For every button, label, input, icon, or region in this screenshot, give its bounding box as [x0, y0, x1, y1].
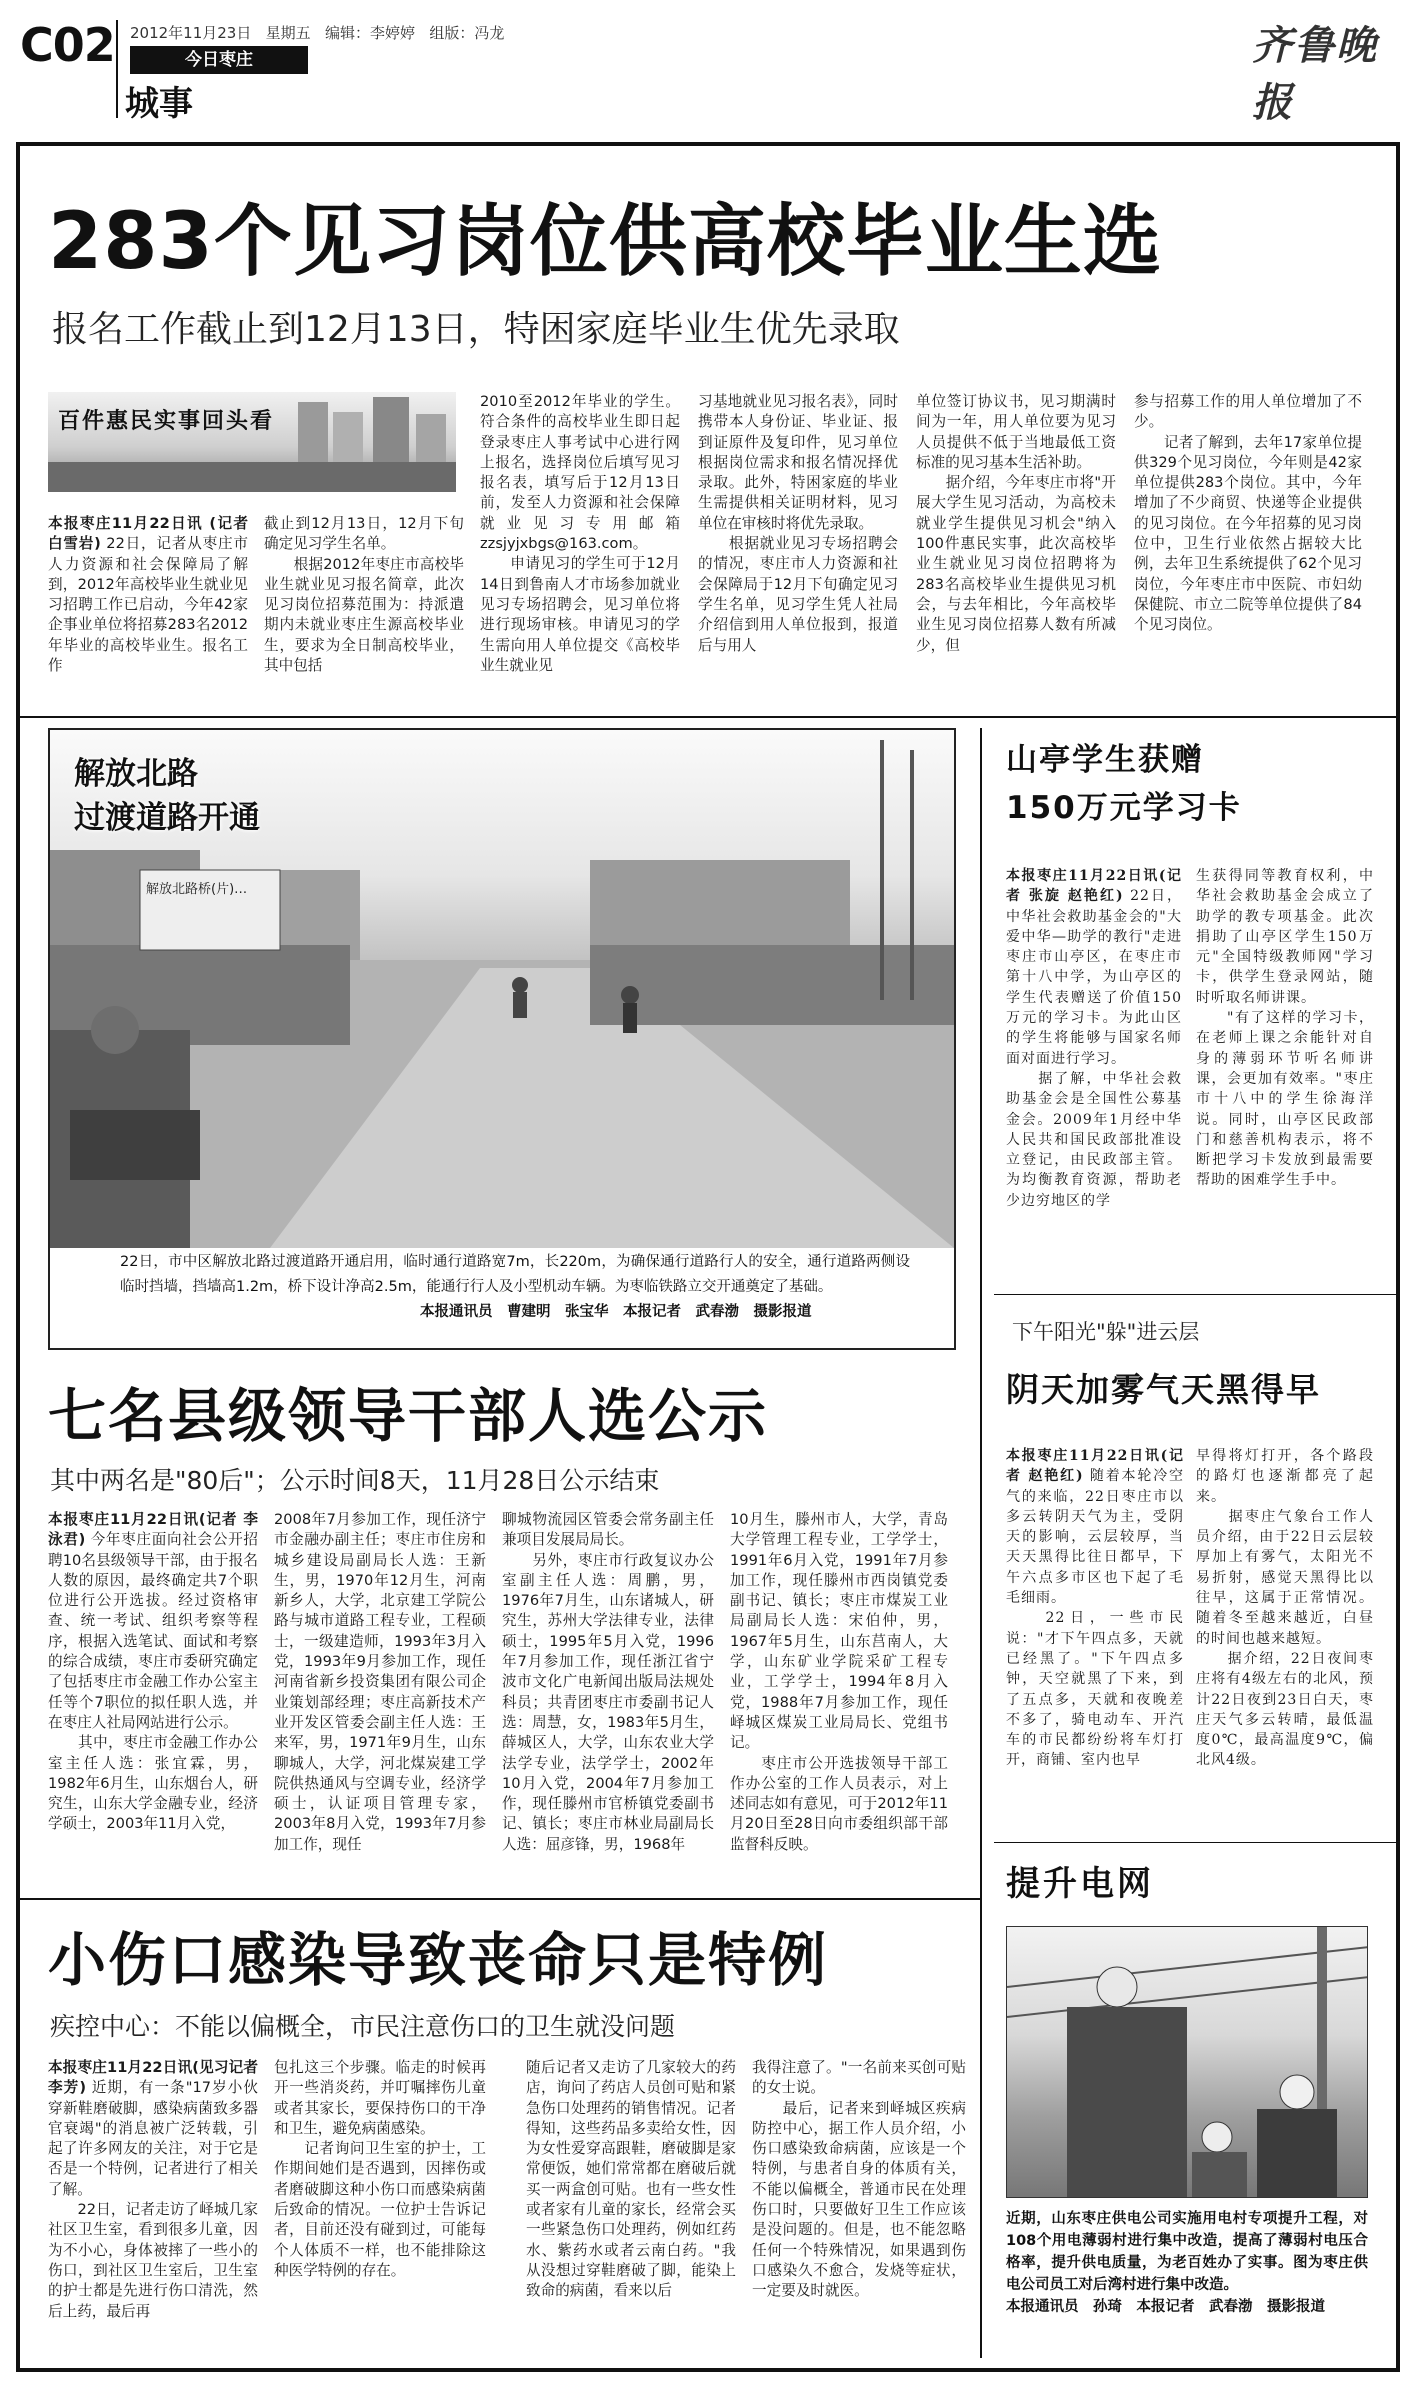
article1-banner-text: 百件惠民实事回头看	[58, 409, 275, 434]
roadside-sign-text: 解放北路桥(片)…	[146, 882, 248, 897]
article5-col3: 随后记者又走访了几家较大的药店，询问了药店人员创可贴和紧急伤口处理药的销售情况。记者得知，这些药品多卖给女性，因为女性爱穿高跟鞋，磨破脚是家常便饭，她们常常都在磨破后就买一两盒创可贴。也有一些女性或者家有儿童的家长，经常会买一些紧急伤口处理药，例如红药水、紫药水或者云南白药。"我从没想过穿鞋磨破了脚，能染上致命的病菌，看来以后	[526, 2059, 736, 2300]
article4-headline: 七名县级领导干部人选公示	[48, 1382, 769, 1450]
article5-byline: 本报枣庄11月22日讯(见习记者 李芳)	[48, 2059, 258, 2097]
article2-byline: 本报枣庄11月22日讯(记者 张旋 赵艳红)	[1006, 868, 1182, 905]
photo1-title	[74, 752, 260, 840]
photo1-title-line1: 解放北路	[74, 756, 198, 792]
article1-banner	[48, 392, 456, 492]
section-title: 城事	[125, 84, 193, 124]
article5-headline: 小伤口感染导致丧命只是特例	[48, 1926, 829, 1994]
header-vline	[116, 20, 118, 118]
article3-kicker: 下午阳光"躲"进云层	[1012, 1320, 1200, 1344]
article1-col5: 单位签订协议书，见习期满时间为一年，用人单位要为见习人员提供不低于当地最低工资标准的见习基本生活补助。 据介绍，今年枣庄市将"开展大学生见习活动，为高校未就业学生提供见习机会"纳入100件惠民实事，此次高校毕业生就业见习岗位招聘将为283名高校毕业生提供见习机会，与去年相比，今年高校毕业生见习岗位招募人数有所减少，但	[916, 393, 1116, 654]
article5-subhead: 疾控中心：不能以偏概全，市民注意伤口的卫生就没问题	[50, 2012, 676, 2041]
article1-col3: 2010至2012年毕业的学生。符合条件的高校毕业生即日起登录枣庄人事考试中心进行网上报名，选择岗位后填写见习报名表，填写后于12月13日前，发至人力资源和社会保障就业见习专用邮箱zzsjyjxbgs@163.com。 申请见习的学生可于12月14日到鲁南人才市场参加就业见习专场招聘会，见习单位将进行现场审核。申请见习的学生需向用人单位提交《高校毕业生就业见	[480, 393, 680, 674]
article1-col1-text: 22日，记者从枣庄市人力资源和社会保障局了解到，2012年高校毕业生就业见习招聘工作已启动，今年42家企事业单位将招募283名2012年毕业的高校毕业生。报名工作	[48, 535, 248, 675]
article5-col2: 包扎这三个步骤。临走的时候再开一些消炎药，并叮嘱摔伤儿童或者其家长，要保持伤口的干净和卫生，避免病菌感染。 记者询问卫生室的护士，工作期间她们是否遇到，因摔伤或者磨破脚这种小伤口而感染病菌后致命的情况。一位护士告诉记者，目前还没有碰到过，可能每个人体质不一样，也不能排除这种医学特例的存在。	[274, 2059, 486, 2279]
layout-editor: 组版：冯龙	[429, 24, 505, 42]
article6-caption	[1006, 2208, 1368, 2318]
article4-col1	[48, 1510, 258, 1892]
photo1-caption-text: 22日，市中区解放北路过渡道路开通启用，临时通行道路宽7m，长220m，为确保通行道路行人的安全，通行道路两侧设临时挡墙，挡墙高1.2m，桥下设计净高2.5m，能通行行人及小型机动车辆。为枣临铁路立交开通奠定了基础。	[120, 1254, 910, 1295]
article3-headline: 阴天加雾气天黑得早	[1006, 1370, 1321, 1409]
divider-sidebar-2	[994, 1842, 1396, 1843]
article1-col6: 参与招募工作的用人单位增加了不少。 记者了解到，去年17家单位提供329个见习岗位，今年则是42家单位提供283个岗位。其中，今年增加了不少商贸、快递等企业提供的见习岗位。在今年招募的见习岗位中，卫生行业依然占据较大比例，去年卫生系统提供了62个见习岗位，今年枣庄市中医院、市妇幼保健院、市立二院等单位提供了84个见习岗位。	[1134, 393, 1362, 634]
weekday: 星期五	[265, 24, 311, 42]
page-number: C02	[20, 18, 115, 72]
date: 2012年11月23日	[130, 24, 252, 42]
frame-right	[1396, 142, 1400, 2372]
divider-2	[20, 1898, 980, 1900]
article5-col1-text: 近期，有一条"17岁小伙穿新鞋磨破脚，感染病菌致多器官衰竭"的消息被广泛转载，引起了许多网友的关注，对于它是否是一个特例，记者进行了相关了解。 22日，记者走访了峄城几家社区卫生室，看到很多儿童，因为不小心，身体被摔了一些小的伤口，到社区卫生室后，卫生室的护士都是先进行伤口清洗，然后上药，最后再	[48, 2079, 258, 2320]
editor: 编辑：李婷婷	[325, 24, 416, 42]
article1-col2: 截止到12月13日，12月下旬确定见习学生名单。 根据2012年枣庄市高校毕业生就业见习报名简章，此次见习岗位招募范围为：持派遣期内未就业枣庄生源高校毕业生，要求为全日制高校毕业，其中包括	[264, 515, 464, 675]
article2-col2: 生获得同等教育权利，中华社会救助基金会成立了助学的教专项基金。此次捐助了山亭区学生150万元"全国特级教师网"学习卡，供学生登录网站，随时听取名师讲课。 "有了这样的学习卡，在老师上课之余能针对自身的薄弱环节听名师讲课，会更加有效率。"枣庄市十八中的学生徐海洋说。同时，山亭区民政部门和慈善机构表示，将不断把学习卡发放到最需要帮助的困难学生手中。	[1196, 868, 1374, 1189]
article6-headline: 提升电网	[1006, 1864, 1154, 1904]
divider-1	[20, 716, 1396, 718]
article2-col1-text: 22日，中华社会救助基金会的"大爱中华—助学的教行"走进枣庄市山亭区，在枣庄市第十八中学，为山亭区的学生代表赠送了价值150万元的学习卡。为此山区的学生将能够与国家名师面对面进行学习。 据了解，中华社会救助基金会是全国性公募基金会。2009年1月经中华人民共和国民政部批准设立登记，由民政部主管。为均衡教育资源，帮助老少边穷地区的学	[1006, 888, 1182, 1209]
article6-caption-text: 近期，山东枣庄供电公司实施用电村专项提升工程，对108个用电薄弱村进行集中改造，提高了薄弱村电压合格率，提升供电质量，为老百姓办了实事。图为枣庄供电公司员工对后湾村进行集中改造。	[1006, 2211, 1368, 2293]
article3-col1	[1006, 1446, 1184, 1836]
article6-photo	[1006, 1926, 1368, 2198]
sidebar-vline	[980, 728, 982, 2358]
article1-col4: 习基地就业见习报名表》，同时携带本人身份证、毕业证、报到证原件及复印件，见习单位根据岗位需求和报名情况择优录取。此外，特困家庭的毕业生需提供相关证明材料，见习单位在审核时将优先录取。 根据就业见习专场招聘会的情况，枣庄市人力资源和社会保障局于12月下旬确定见习学生名单，见习学生凭人社局介绍信到用人单位报到，报道后与用人	[698, 393, 898, 654]
article2-headline-line2: 150万元学习卡	[1006, 790, 1242, 826]
article1-col1	[48, 514, 248, 706]
article1-subhead: 报名工作截止到12月13日，特困家庭毕业生优先录取	[52, 309, 900, 350]
photo1-box	[48, 728, 956, 1350]
section-tag: 今日枣庄	[130, 46, 308, 74]
frame-bottom	[16, 2368, 1400, 2372]
article3-col1-text: 随着本轮冷空气的来临，22日枣庄市以多云转阴天气为主，受阴天的影响，云层较厚，当天天黑得比往日都早，下午六点多市区也下起了毛毛细雨。 22日，一些市民说："才下午四点多，天就已经黑了。"下午四点多钟，天空就黑了下来，到了五点多，天就和夜晚差不多了，骑电动车、开汽车的市民都纷纷将车灯打开，商铺、室内也早	[1006, 1468, 1184, 1769]
page-date	[130, 22, 504, 43]
photo1-credit: 本报通讯员 曹建明 张宝华 本报记者 武春渤 摄影报道	[420, 1304, 812, 1320]
article4-col3: 聊城物流园区管委会常务副主任兼项目发展局局长。 另外，枣庄市行政复议办公室副主任人选：周鹏，男，1976年7月生，山东诸城人，研究生，苏州大学法律专业，法律硕士，1995年5月入党，1996年7月参加工作，现任浙江省宁波市文化广电新闻出版局法规处科员；共青团枣庄市委副书记人选：周慧，女，1983年5月生，薛城区人，大学，山东农业大学法学专业，法学学士，2002年10月入党，2004年7月参加工作，现任滕州市官桥镇党委副书记、镇长；枣庄市林业局副局长人选：屈彦锋，男，1968年	[502, 1511, 714, 1853]
article3-col2: 早得将灯打开，各个路段的路灯也逐渐都亮了起来。 据枣庄气象台工作人员介绍，由于22日云层较厚加上有雾气，太阳光不易折射，感觉天黑得比以往早，这属于正常情况。随着冬至越来越近，白昼的时间也越来越短。 据介绍，22日夜间枣庄将有4级左右的北风，预计22日夜到23日白天，枣庄天气多云转晴，最低温度0℃，最高温度9℃，偏北风4级。	[1196, 1448, 1374, 1769]
article5-col1	[48, 2058, 258, 2358]
article3-byline: 本报枣庄11月22日讯(记者 赵艳红)	[1006, 1448, 1184, 1485]
masthead-logo: 齐鲁晚报	[1252, 22, 1378, 126]
photo1-title-line2: 过渡道路开通	[74, 800, 260, 836]
frame-left	[16, 142, 20, 2372]
photo1-caption	[120, 1250, 910, 1300]
article4-byline: 本报枣庄11月22日讯(记者 李泳君)	[48, 1511, 258, 1549]
article4-col4: 10月生，滕州市人，大学，青岛大学管理工程专业，工学学士，1991年6月入党，1991年7月参加工作，现任滕州市西岗镇党委副书记、镇长；枣庄市煤炭工业局副局长人选：宋伯仲，男，1967年5月生，山东莒南人，大学，山东矿业学院采矿工程专业，工学学士，1994年8月入党，1988年7月参加工作，现任峄城区煤炭工业局局长、党组书记。 枣庄市公开选拔领导干部工作办公室的工作人员表示，对上述同志如有意见，可于2012年11月20日至28日向市委组织部干部监督科反映。	[730, 1511, 948, 1853]
article2-col1	[1006, 866, 1182, 1286]
article4-col2: 2008年7月参加工作，现任济宁市金融办副主任；枣庄市住房和城乡建设局副局长人选：王新生，男，1970年12月生，河南新乡人，大学，北京建工学院公路与城市道路工程专业，工程硕士，一级建造师，1993年3月入党，1993年9月参加工作，现任河南省新乡投资集团有限公司企业策划部经理；枣庄高新技术产业开发区管委会副主任人选：王来军，男，1971年9月生，山东聊城人，大学，河北煤炭建工学院供热通风与空调专业，经济学硕士，认证项目管理专家，2003年8月入党，1993年7月参加工作，现任	[274, 1511, 486, 1853]
article4-col1-text: 今年枣庄面向社会公开招聘10名县级领导干部，由于报名人数的原因，最终确定共7个职位进行公开选拔。经过资格审查、统一考试、组织考察等程序，根据入选笔试、面试和考察的综合成绩，枣庄市委研究确定了包括枣庄市金融工作办公室主任等个7职位的拟任职人选，并在枣庄人社局网站进行公示。 其中，枣庄市金融工作办公室主任人选：张宜霖，男，1982年6月生，山东烟台人，研究生，山东大学金融专业，经济学硕士，2003年11月入党，	[48, 1531, 258, 1833]
article2-headline-line1: 山亭学生获赠	[1006, 742, 1204, 778]
article1-headline: 283个见习岗位供高校毕业生选	[48, 197, 1162, 287]
divider-sidebar-1	[994, 1294, 1396, 1295]
article5-col4: 我得注意了。"一名前来买创可贴的女士说。 最后，记者来到峄城区疾病防控中心，据工作人员介绍，小伤口感染致命病菌，应该是一个特例，与患者自身的体质有关，不能以偏概全，普通市民在处理伤口时，只要做好卫生工作应该是没问题的。但是，也不能忽略任何一个特殊情况，如果遇到伤口感染久不愈合，发烧等症状，一定要及时就医。	[752, 2059, 966, 2300]
article1-byline: 本报枣庄11月22日讯 (记者 白雪岩)	[48, 515, 248, 553]
linemen-illustration	[1007, 1927, 1368, 2198]
article2-headline	[1006, 736, 1242, 832]
article4-subhead: 其中两名是"80后"；公示时间8天，11月28日公示结束	[50, 1466, 660, 1495]
photo1-image	[50, 730, 954, 1248]
frame-top	[16, 142, 1400, 146]
article6-credit: 本报通讯员 孙琦 本报记者 武春渤 摄影报道	[1006, 2299, 1325, 2315]
